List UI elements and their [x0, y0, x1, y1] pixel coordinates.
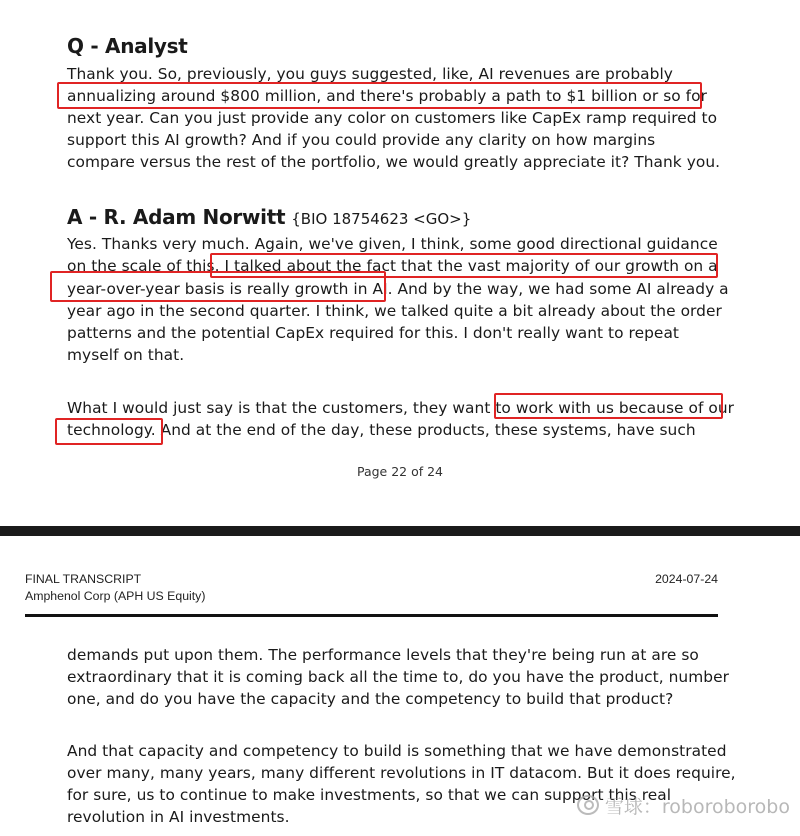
bio-link[interactable]: {BIO 18754623 <GO>}	[291, 210, 472, 228]
paragraph-line: for sure, us to continue to make investments, so that we can support this real	[67, 786, 672, 804]
highlight-box	[494, 393, 723, 419]
paragraph-line: year ago in the second quarter. I think, we talked quite a bit already about the order	[67, 302, 722, 320]
question-speaker: Q - Analyst	[67, 34, 188, 58]
paragraph-line: support this AI growth? And if you could provide any clarity on how margins	[67, 131, 656, 149]
paragraph-line: myself on that.	[67, 346, 185, 364]
watermark-text: 雪球：roboroborobo	[604, 796, 790, 818]
snowball-logo-icon	[577, 795, 599, 815]
watermark	[577, 792, 790, 819]
header-company: Amphenol Corp (APH US Equity)	[25, 589, 206, 603]
paragraph-line: And that capacity and competency to build is something that we have demonstrated	[67, 742, 727, 760]
highlight-box	[55, 418, 163, 445]
paragraph-line: annualizing around $800 million, and there's probably a path to $1 billion or so for	[67, 87, 707, 105]
paragraph-line: Thank you. So, previously, you guys suggested, like, AI revenues are probably	[67, 65, 673, 83]
paragraph-line: patterns and the potential CapEx required for this. I don't really want to repeat	[67, 324, 680, 342]
paragraph-line: extraordinary that it is coming back all the time to, do you have the product, number	[67, 668, 729, 686]
answer-speaker-name: A - R. Adam Norwitt	[67, 205, 286, 229]
page-number: Page 22 of 24	[356, 464, 444, 479]
paragraph-line: technology. And at the end of the day, these products, these systems, have such	[67, 421, 696, 439]
answer-speaker-heading	[67, 205, 471, 229]
paragraph-line: on the scale of this. I talked about the fact that the vast majority of our growth on a	[67, 257, 718, 275]
paragraph-line: year-over-year basis is really growth in AI. And by the way, we had some AI already a	[67, 280, 729, 298]
header-rule	[25, 614, 718, 617]
paragraph-line: one, and do you have the capacity and the competency to build that product?	[67, 690, 674, 708]
highlight-box	[50, 271, 386, 302]
paragraph-line: next year. Can you just provide any color on customers like CapEx ramp required to	[67, 109, 718, 127]
paragraph-line: Yes. Thanks very much. Again, we've given, I think, some good directional guidance	[67, 235, 718, 253]
highlight-box	[57, 82, 702, 109]
paragraph-line: demands put upon them. The performance levels that they're being run at are so	[67, 646, 699, 664]
paragraph-line: What I would just say is that the customers, they want to work with us because of our	[67, 399, 735, 417]
paragraph-line: over many, many years, many different revolutions in IT datacom. But it does require,	[67, 764, 736, 782]
header-title: FINAL TRANSCRIPT	[25, 572, 142, 586]
paragraph-line: revolution in AI investments.	[67, 808, 290, 826]
page-separator	[0, 526, 800, 536]
paragraph-line: compare versus the rest of the portfolio, we would greatly appreciate it? Thank you.	[67, 153, 721, 171]
header-date: 2024-07-24	[655, 572, 718, 586]
